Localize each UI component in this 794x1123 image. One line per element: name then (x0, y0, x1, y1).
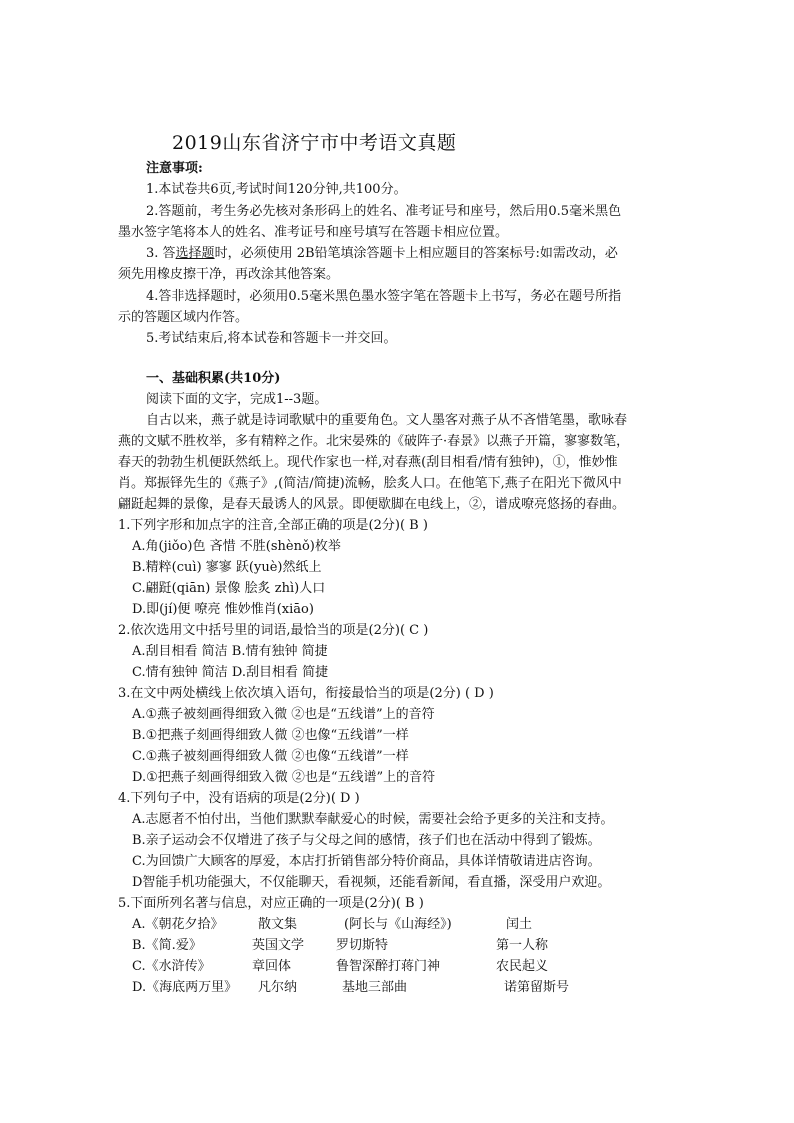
question-option: A.志愿者不怕付出，当他们默默奉献爱心的时候，需要社会给予更多的关注和支持。 (132, 812, 614, 827)
question-option: D.即(jí)便 嘹亮 惟妙惟肖(xiāo) (132, 602, 314, 617)
table-cell: 英国文学 (252, 938, 305, 953)
table-cell: 第一人称 (496, 938, 549, 953)
question-option: A.①燕子被刻画得细致入微 ②也是“五线谱”上的音符 (132, 707, 435, 722)
question-option: B.①把燕子刻画得细致人微 ②也像“五线谱”一样 (132, 728, 409, 743)
table-cell: D.《海底两万里》 (132, 980, 238, 995)
notice-item: 墨水签字笔将本人的姓名、准考证号和座号填写在答题卡相应位置。 (118, 225, 509, 240)
page-title: 2019山东省济宁市中考语文真题 (172, 132, 457, 154)
question-stem: 2.依次选用文中括号里的词语,最恰当的项是(2分)( C ) (118, 623, 429, 638)
passage-line: 翩跹起舞的景像，是春天最诱人的风景。即便歇脚在电线上，②，谱成嘹亮悠扬的春曲。 (118, 497, 626, 512)
notice-item: 1.本试卷共6页,考试时间120分钟,共100分。 (146, 182, 407, 197)
table-cell: 诺第留斯号 (504, 980, 570, 995)
table-row (132, 958, 548, 976)
notice-item: 示的答题区域内作答。 (118, 310, 249, 325)
notice-item (146, 245, 618, 263)
table-row (132, 916, 532, 934)
question-stem: 5.下面所列名著与信息，对应正确的一项是(2分)( B ) (118, 896, 424, 911)
notice-item: 须先用橡皮擦干净，再改涂其他答案。 (118, 267, 340, 282)
question-option: B.亲子运动会不仅增进了孩子与父母之间的感情，孩子们也在活动中得到了锻炼。 (132, 833, 601, 848)
question-option: D智能手机功能强大，不仅能聊天，看视频，还能看新闻，看直播，深受用户欢迎。 (132, 875, 611, 890)
table-row (132, 979, 569, 997)
question-option: A.角(jiǒo)色 吝惜 不胜(shènǒ)枚举 (132, 539, 341, 554)
table-cell: 闰土 (506, 917, 533, 932)
passage-line: 自古以来，燕子就是诗词歌赋中的重要角色。文人墨客对燕子从不吝惜笔墨，歌咏春 (146, 413, 628, 428)
table-cell: 章回体 (252, 959, 292, 974)
table-cell: A.《朝花夕拾》 (132, 917, 224, 932)
question-stem: 4.下列句子中，没有语病的项是(2分)( D ) (118, 791, 360, 806)
table-cell: 农民起义 (496, 959, 549, 974)
table-cell: C.《水浒传》 (132, 959, 211, 974)
table-cell: 鲁智深醉打蒋门神 (336, 959, 441, 974)
question-stem: 3.在文中两处横线上依次填入语句，衔接最恰当的项是(2分) ( D ) (118, 686, 494, 701)
notice-item-part: 时，必须使用 2B铅笔填涂答题卡上相应题目的答案标号:如需改动，必 (214, 246, 618, 261)
question-option: D.①把燕子刻画得细致入微 ②也是“五线谱”上的音符 (132, 770, 436, 785)
question-option: C.情有独钟 简洁 D.刮目相看 简捷 (132, 665, 329, 680)
table-row (132, 937, 548, 955)
passage-line: 春天的勃勃生机便跃然纸上。现代作家也一样,对春燕(刮目相看/情有独钟)，①，惟妙惟 (118, 455, 618, 470)
table-cell: B.《简.爱》 (132, 938, 202, 953)
table-cell: 罗切斯特 (336, 938, 389, 953)
notice-item-part: 3. 答 (146, 246, 176, 261)
notice-heading: 注意事项: (146, 161, 203, 176)
question-option: A.刮目相看 简洁 B.情有独钟 简捷 (132, 644, 328, 659)
table-cell: 基地三部曲 (342, 980, 408, 995)
question-option: B.精粹(cuì) 寥寥 跃(yuè)然纸上 (132, 560, 322, 575)
table-cell: 凡尔纳 (258, 980, 298, 995)
notice-item: 2.答题前，考生务必先核对条形码上的姓名、准考证号和座号，然后用0.5毫米黑色 (146, 204, 622, 219)
section-heading: 一、基础积累(共10分) (146, 371, 281, 386)
passage-line: 肖。郑振铎先生的《燕子》,(简洁/简捷)流畅，脍炙人口。在他笔下,燕子在阳光下微风中 (118, 476, 622, 491)
question-stem: 1.下列字形和加点字的注音,全部正确的项是(2分)( B ) (118, 518, 428, 533)
notice-item: 5.考试结束后,将本试卷和答题卡一并交回。 (146, 331, 397, 346)
notice-item: 4.答非选择题时，必须用0.5毫米黑色墨水签字笔在答题卡上书写，务必在题号所指 (146, 289, 622, 304)
question-option: C.为回馈广大顾客的厚爱，本店打折销售部分特价商品，具体详情敬请进店咨询。 (132, 854, 601, 869)
table-cell: (阿长与《山海经》) (344, 917, 452, 932)
question-option: C.①燕子被刻画得细致人微 ②也像“五线谱”一样 (132, 749, 409, 764)
passage-line: 燕的文赋不胜枚举，多有精粹之作。北宋晏殊的《破阵子·春景》以燕子开篇，寥寥数笔， (118, 434, 630, 449)
section-intro: 阅读下面的文字，完成1--3题。 (146, 392, 328, 407)
notice-item-underlined: 选择题 (175, 246, 215, 261)
table-cell: 散文集 (258, 917, 298, 932)
question-option: C.翩跹(qiān) 景像 脍炙 zhì)人口 (132, 581, 326, 596)
